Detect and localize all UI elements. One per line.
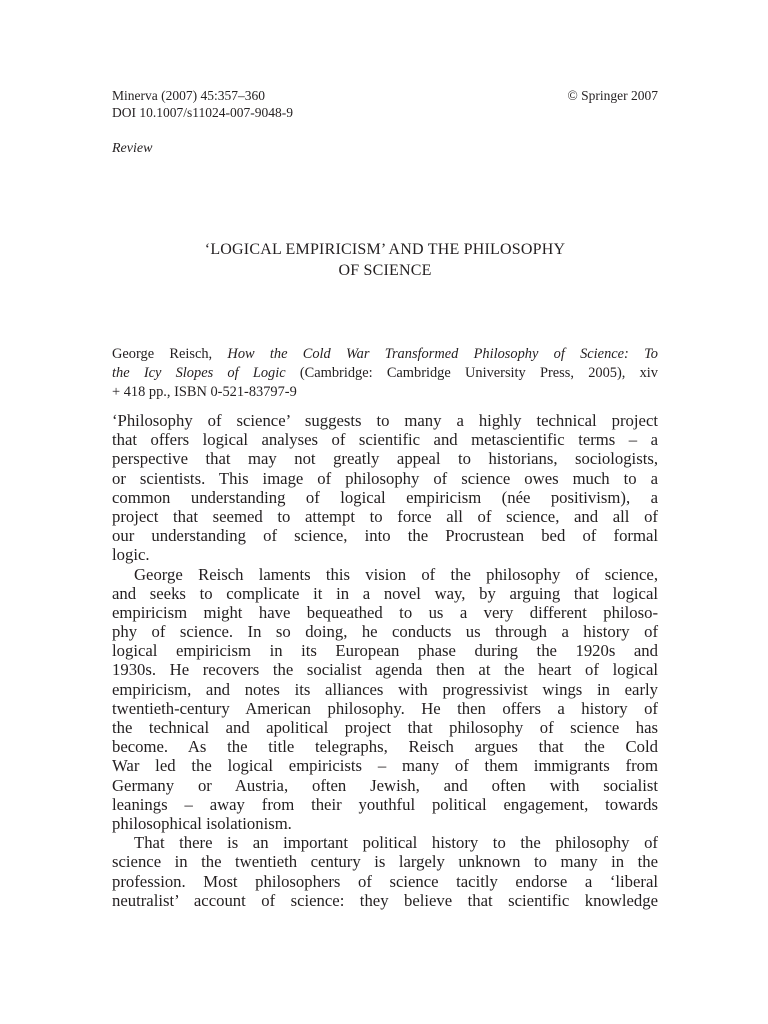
citation-line-3: + 418 pp., ISBN 0-521-83797-9 bbox=[112, 384, 297, 400]
body-line: the technical and apolitical project that philosophy of science has bbox=[112, 718, 658, 737]
body-line: logical empiricism in its European phase during the 1920s and bbox=[112, 641, 658, 661]
body-line: George Reisch laments this vision of the philosophy of science, bbox=[134, 564, 658, 584]
body-line: Germany or Austria, often Jewish, and often with socialist bbox=[112, 775, 658, 795]
body-line: War led the logical empiricists – many of them immigrants from bbox=[112, 756, 658, 776]
citation-book-title-part-2: the Icy Slopes of Logic bbox=[112, 365, 286, 381]
citation-book-title-part-1: How the Cold War Transformed Philosophy of Science: To bbox=[227, 346, 658, 362]
body-line: logic. bbox=[112, 545, 150, 565]
body-line: that offers logical analyses of scientific and metascientific terms – a bbox=[112, 430, 658, 450]
body-line: perspective that may not greatly appeal to historians, sociologists, bbox=[112, 449, 658, 469]
title-line-1: ‘LOGICAL EMPIRICISM’ AND THE PHILOSOPHY bbox=[204, 241, 566, 258]
body-line: project that seemed to attempt to force all of science, and all of bbox=[112, 506, 658, 526]
body-line: neutralist’ account of science: they believe that scientific knowledge bbox=[112, 890, 658, 910]
citation-line-1 bbox=[112, 345, 658, 364]
book-citation bbox=[112, 345, 658, 402]
citation-author: George Reisch, bbox=[112, 346, 228, 362]
body-line: or scientists. This image of philosophy of science owes much to a bbox=[112, 468, 658, 488]
running-header bbox=[112, 88, 658, 104]
body-line: phy of science. In so doing, he conducts us through a history of bbox=[112, 622, 658, 642]
body-line: our understanding of science, into the Procrustean bed of formal bbox=[112, 526, 658, 546]
body-line: common understanding of logical empiricism (née positivism), a bbox=[112, 487, 658, 507]
body-line: empiricism might have bequeathed to us a very different philoso- bbox=[112, 602, 658, 622]
body-line: philosophical isolationism. bbox=[112, 813, 292, 833]
body-line: That there is an important political history to the philosophy of bbox=[134, 833, 658, 853]
body-line: leanings – away from their youthful political engagement, towards bbox=[112, 794, 658, 814]
body-line: 1930s. He recovers the socialist agenda then at the heart of logical bbox=[112, 660, 658, 680]
body-line: profession. Most philosophers of science tacitly endorse a ‘liberal bbox=[112, 871, 658, 891]
article-title bbox=[112, 239, 658, 281]
title-line-2: OF SCIENCE bbox=[338, 262, 432, 279]
body-line: twentieth-century American philosophy. He then offers a history of bbox=[112, 698, 658, 718]
citation-publisher: (Cambridge: Cambridge University Press, 2005), xiv bbox=[285, 365, 658, 381]
article-page bbox=[112, 0, 658, 1024]
copyright-notice: © Springer 2007 bbox=[567, 88, 658, 103]
body-line: ‘Philosophy of science’ suggests to many a highly technical project bbox=[112, 411, 658, 430]
body-line: science in the twentieth century is largely unknown to many in the bbox=[112, 852, 658, 872]
doi-line: DOI 10.1007/s11024-007-9048-9 bbox=[112, 105, 293, 120]
journal-reference: Minerva (2007) 45:357–360 bbox=[112, 88, 265, 103]
body-line: become. As the title telegraphs, Reisch argues that the Cold bbox=[112, 737, 658, 757]
section-label: Review bbox=[112, 141, 153, 156]
body-line: empiricism, and notes its alliances with progressivist wings in early bbox=[112, 679, 658, 699]
article-body bbox=[112, 411, 658, 910]
body-line: and seeks to complicate it in a novel way, by arguing that logical bbox=[112, 583, 658, 603]
citation-line-2 bbox=[112, 364, 658, 383]
